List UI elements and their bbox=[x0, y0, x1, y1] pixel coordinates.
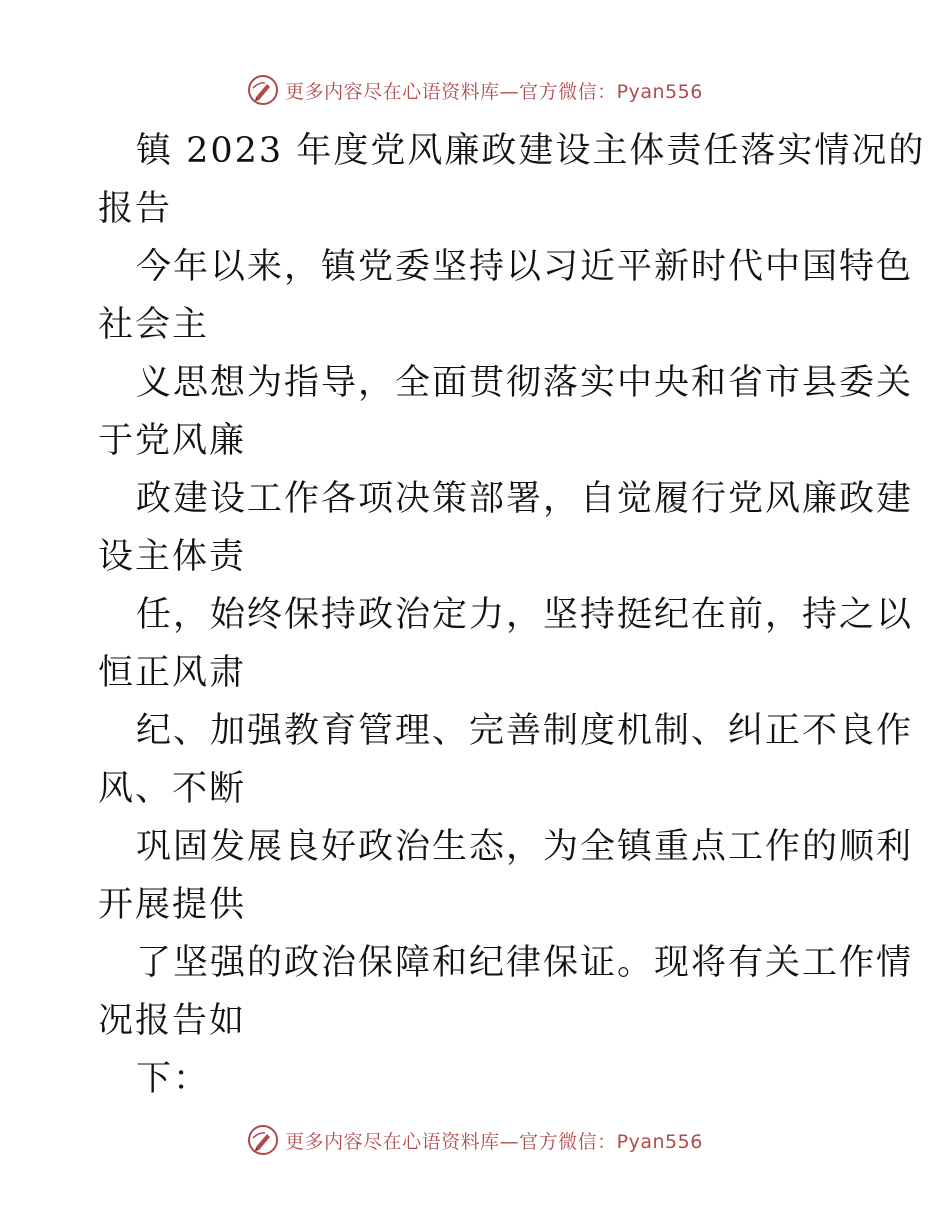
document-body bbox=[98, 122, 926, 1108]
paragraph-line: 风、不断 bbox=[98, 769, 247, 809]
header-watermark-banner bbox=[0, 70, 950, 110]
paragraph-line: 况报告如 bbox=[98, 1001, 247, 1041]
footer-watermark-banner bbox=[0, 1120, 950, 1160]
paragraph-line: 义思想为指导，全面贯彻落实中央和省市县委关 bbox=[136, 363, 914, 403]
watermark-text: 更多内容尽在心语资料库—官方微信：Pyan556 bbox=[285, 80, 703, 103]
paragraph-line: 开展提供 bbox=[98, 885, 247, 925]
paragraph-line: 设主体责 bbox=[98, 537, 247, 577]
paragraph-line: 巩固发展良好政治生态，为全镇重点工作的顺利 bbox=[136, 827, 914, 867]
watermark-text: 更多内容尽在心语资料库—官方微信：Pyan556 bbox=[285, 1130, 703, 1153]
paragraph-line: 今年以来，镇党委坚持以习近平新时代中国特色 bbox=[136, 247, 914, 287]
paragraph-line: 纪、加强教育管理、完善制度机制、纠正不良作 bbox=[136, 711, 914, 751]
paragraph-line: 了坚强的政治保障和纪律保证。现将有关工作情 bbox=[136, 943, 914, 983]
paragraph-line: 政建设工作各项决策部署，自觉履行党风廉政建 bbox=[136, 479, 914, 519]
paragraph-line: 社会主 bbox=[98, 305, 210, 345]
paragraph-line: 下： bbox=[136, 1059, 211, 1099]
paragraph-line: 恒正风肃 bbox=[98, 653, 247, 693]
paragraph-line: 于党风廉 bbox=[98, 421, 247, 461]
pen-logo-icon bbox=[247, 74, 279, 106]
document-title-line-1: 镇 2023 年度党风廉政建设主体责任落实情况的 bbox=[136, 131, 926, 171]
paragraph-line: 任，始终保持政治定力，坚持挺纪在前，持之以 bbox=[136, 595, 914, 635]
pen-logo-icon bbox=[247, 1124, 279, 1156]
document-title-line-2: 报告 bbox=[98, 189, 173, 229]
